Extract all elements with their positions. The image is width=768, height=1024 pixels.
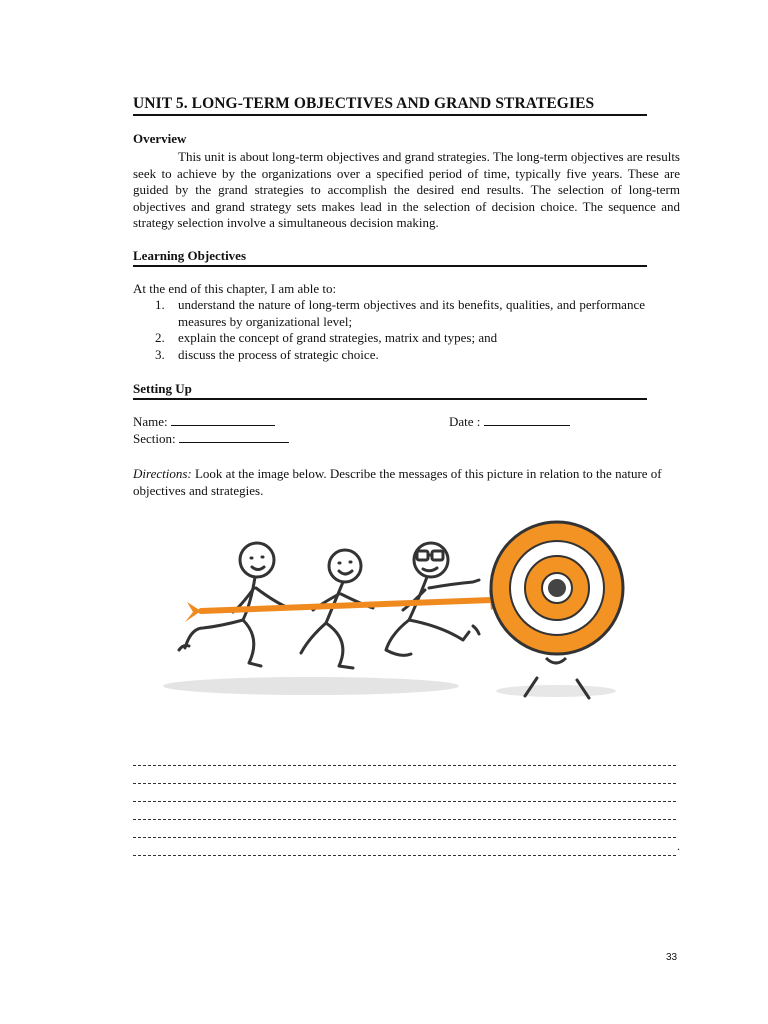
answer-lines[interactable] — [133, 748, 680, 856]
date-field[interactable] — [449, 414, 570, 430]
answer-line[interactable] — [133, 820, 676, 838]
list-item-number: 1. — [155, 297, 165, 312]
overview-paragraph: This unit is about long-term objectives and grand strategies. The long-term objectives are results seek to achieve by the organizations over a specified period of time, typically five years. These are guided by the grand strategies to accomplish the desired end results. The selection of long-term objectives and grand strategy sets makes lead in the selection of decision choice. The sequence and strategy selection involve a simultaneous decision making. — [133, 149, 680, 230]
answer-line[interactable] — [133, 766, 676, 784]
objectives-intro: At the end of this chapter, I am able to: — [133, 281, 337, 296]
date-blank[interactable] — [484, 414, 570, 426]
answer-line[interactable] — [133, 784, 676, 802]
list-item — [155, 330, 645, 347]
answer-end-mark: . — [677, 839, 680, 853]
section-label: Section: — [133, 431, 176, 446]
name-blank[interactable] — [171, 414, 275, 426]
objectives-list — [155, 297, 645, 363]
setting-up-heading: Setting Up — [133, 381, 647, 400]
overview-heading: Overview — [133, 131, 187, 146]
answer-line[interactable] — [133, 838, 680, 856]
section-field[interactable] — [133, 431, 289, 447]
directions-text: Look at the image below. Describe the messages of this picture in relation to the nature of objectives and strategies. — [133, 466, 662, 498]
page-number: 33 — [666, 952, 678, 963]
unit-title: UNIT 5. LONG-TERM OBJECTIVES AND GRAND STRATEGIES — [133, 95, 647, 116]
list-item-text: explain the concept of grand strategies, matrix and types; and — [178, 330, 498, 345]
learning-objectives-heading: Learning Objectives — [133, 248, 647, 267]
list-item — [155, 347, 645, 364]
name-field[interactable] — [133, 414, 275, 430]
list-item-text: understand the nature of long-term objectives and its benefits, qualities, and performance measures by organizational level; — [178, 297, 645, 329]
answer-line[interactable] — [133, 748, 676, 766]
list-item-text: discuss the process of strategic choice. — [178, 346, 379, 362]
list-item-number: 3. — [155, 346, 165, 362]
directions — [133, 466, 680, 499]
list-item — [155, 297, 645, 330]
teamwork-target-illustration — [161, 508, 651, 718]
date-label: Date : — [449, 414, 481, 429]
list-item-number: 2. — [155, 330, 165, 345]
section-blank[interactable] — [179, 431, 289, 443]
stick-figures-arrow-target-icon — [161, 508, 651, 718]
answer-line[interactable] — [133, 802, 676, 820]
name-label: Name: — [133, 414, 168, 429]
directions-label: Directions: — [133, 466, 192, 481]
